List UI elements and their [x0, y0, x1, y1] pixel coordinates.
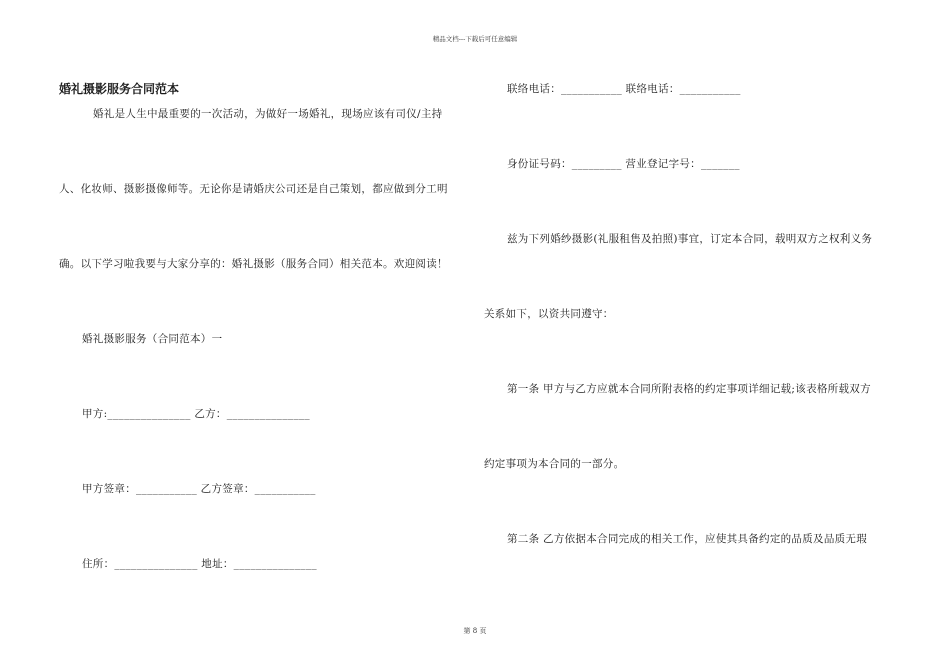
intro-clause-line-1: 兹为下列婚纱摄影(礼服租售及拍照)事宜，订定本合同，载明双方之权利义务	[507, 233, 873, 245]
intro-paragraph-line-2: 人、化妆师、摄影摄像师等。无论你是请婚庆公司还是自己策划，都应做到分工明	[59, 183, 448, 195]
address-line: 住所：_______________ 地址：_______________	[82, 558, 317, 570]
signature-line: 甲方签章：___________ 乙方签章：___________	[82, 483, 316, 495]
phone-line: 联络电话：___________ 联络电话：___________	[507, 83, 741, 95]
intro-paragraph-line-1: 婚礼是人生中最重要的一次活动，为做好一场婚礼，现场应该有司仪/主持	[93, 108, 443, 120]
intro-paragraph-line-3: 确。以下学习啦我要与大家分享的：婚礼摄影（服务合同）相关范本。欢迎阅读！	[59, 258, 448, 270]
article-1-line-2: 约定事项为本合同的一部分。	[484, 458, 625, 470]
intro-clause-line-2: 关系如下，以资共同遵守：	[484, 308, 614, 320]
article-1-line-1: 第一条 甲方与乙方应就本合同所附表格的约定事项详细记载;该表格所载双方	[507, 383, 871, 395]
party-names-line: 甲方:_______________ 乙方：_______________	[82, 408, 310, 420]
article-2-line-1: 第二条 乙方依据本合同完成的相关工作，应使其具备约定的品质及品质无瑕	[507, 533, 868, 545]
document-title: 婚礼摄影服务合同范本	[59, 82, 180, 96]
id-number-line: 身份证号码：_________ 营业登记字号：_______	[507, 158, 740, 170]
page-header: 精品文档---下载后可任意编辑	[432, 35, 518, 43]
contract-subtitle: 婚礼摄影服务（合同范本）一	[82, 333, 223, 345]
page-number: 第 8 页	[463, 627, 487, 635]
